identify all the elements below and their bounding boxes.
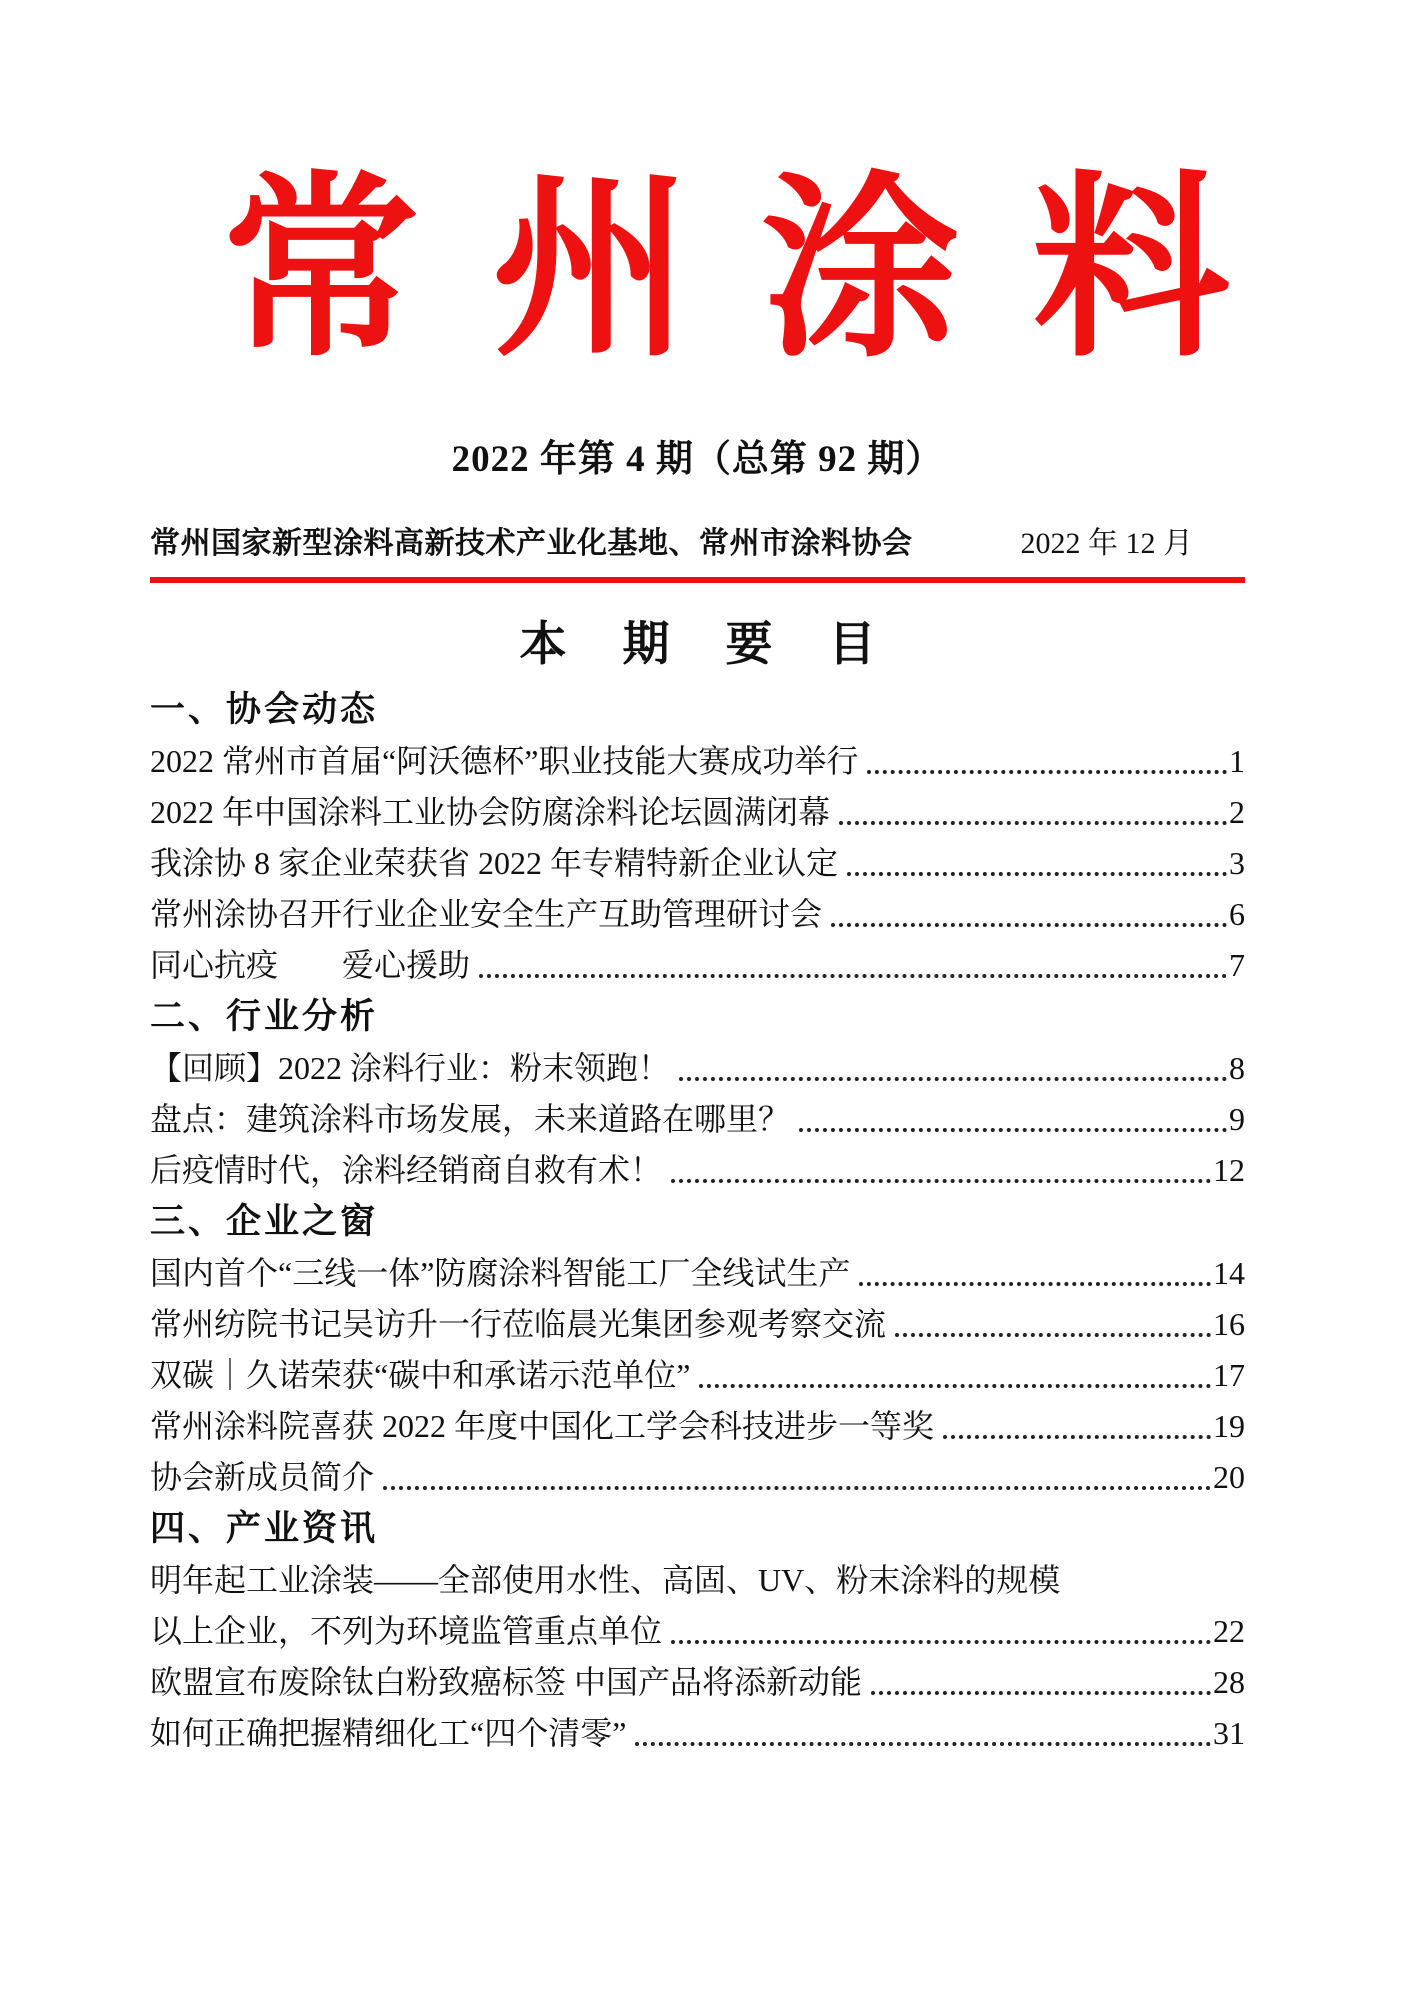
toc-entry bbox=[150, 1555, 1245, 1606]
toc-entry bbox=[150, 1145, 1245, 1196]
toc-page-number: 2 bbox=[1229, 793, 1245, 830]
table-of-contents bbox=[150, 684, 1245, 1759]
toc-entry-title: 常州涂协召开行业企业安全生产互助管理研讨会 bbox=[150, 895, 823, 932]
toc-page-number: 9 bbox=[1229, 1100, 1245, 1137]
toc-entry-title: 国内首个“三线一体”防腐涂料智能工厂全线试生产 bbox=[150, 1254, 851, 1291]
toc-page-number: 14 bbox=[1213, 1254, 1245, 1291]
dotted-leader bbox=[671, 1179, 1211, 1183]
dotted-leader bbox=[859, 1282, 1211, 1286]
dotted-leader bbox=[871, 1691, 1211, 1695]
toc-page-number: 3 bbox=[1229, 844, 1245, 881]
section-heading: 二、行业分析 bbox=[150, 996, 379, 1036]
toc-page-number: 6 bbox=[1229, 895, 1245, 932]
dotted-leader bbox=[943, 1435, 1211, 1439]
toc-entry bbox=[150, 1708, 1245, 1759]
toc-entry-title: 后疫情时代，涂料经销商自救有术！ bbox=[150, 1151, 663, 1188]
dotted-leader bbox=[479, 974, 1227, 978]
toc-entry-title: 【回顾】2022 涂料行业：粉末领跑！ bbox=[150, 1049, 671, 1086]
toc-entry-title: 我涂协 8 家企业荣获省 2022 年专精特新企业认定 bbox=[150, 844, 839, 881]
toc-entry bbox=[150, 940, 1245, 991]
dotted-leader bbox=[699, 1384, 1211, 1388]
issue-date: 2022 年 12 月 bbox=[1020, 526, 1193, 560]
toc-page-number: 20 bbox=[1213, 1458, 1245, 1495]
page-title: 常州涂料 bbox=[222, 161, 1302, 380]
toc-entry bbox=[150, 1606, 1245, 1657]
toc-page-number: 12 bbox=[1213, 1151, 1245, 1188]
dotted-leader bbox=[831, 923, 1227, 927]
toc-entry bbox=[150, 1094, 1245, 1145]
toc-entry bbox=[150, 1043, 1245, 1094]
toc-entry-title: 协会新成员简介 bbox=[150, 1458, 375, 1495]
publisher-name: 常州国家新型涂料高新技术产业化基地、常州市涂料协会 bbox=[150, 526, 913, 560]
toc-entry bbox=[150, 1401, 1245, 1452]
toc-page-number: 17 bbox=[1213, 1356, 1245, 1393]
toc-entry bbox=[150, 787, 1245, 838]
toc-entry bbox=[150, 1657, 1245, 1708]
toc-entry-title: 双碳｜久诺荣获“碳中和承诺示范单位” bbox=[150, 1356, 691, 1393]
publisher-row bbox=[150, 518, 1245, 562]
toc-entry-title: 同心抗疫 爱心援助 bbox=[150, 946, 471, 983]
toc-entry-title: 常州纺院书记吴访升一行莅临晨光集团参观考察交流 bbox=[150, 1305, 887, 1342]
toc-page-number: 22 bbox=[1213, 1612, 1245, 1649]
toc-entry bbox=[150, 889, 1245, 940]
toc-entry-title: 2022 年中国涂料工业协会防腐涂料论坛圆满闭幕 bbox=[150, 793, 831, 830]
toc-entry-title: 以上企业，不列为环境监管重点单位 bbox=[150, 1612, 663, 1649]
dotted-leader bbox=[635, 1742, 1211, 1746]
toc-entry bbox=[150, 1452, 1245, 1503]
toc-page-number: 7 bbox=[1229, 946, 1245, 983]
dotted-leader bbox=[867, 770, 1227, 774]
toc-entry-title: 明年起工业涂装——全部使用水性、高固、UV、粉末涂料的规模 bbox=[150, 1561, 1061, 1598]
toc-entry bbox=[150, 1248, 1245, 1299]
toc-entry bbox=[150, 736, 1245, 787]
toc-entry-title: 常州涂料院喜获 2022 年度中国化工学会科技进步一等奖 bbox=[150, 1407, 935, 1444]
toc-page-number: 19 bbox=[1213, 1407, 1245, 1444]
toc-entry-title: 盘点：建筑涂料市场发展，未来道路在哪里？ bbox=[150, 1100, 791, 1137]
toc-entry bbox=[150, 1299, 1245, 1350]
dotted-leader bbox=[895, 1333, 1211, 1337]
toc-page-number: 28 bbox=[1213, 1663, 1245, 1700]
dotted-leader bbox=[383, 1486, 1211, 1490]
toc-entry bbox=[150, 838, 1245, 889]
dotted-leader bbox=[679, 1077, 1227, 1081]
section-heading: 三、企业之窗 bbox=[150, 1201, 379, 1241]
toc-page-number: 8 bbox=[1229, 1049, 1245, 1086]
toc-entry-title: 2022 常州市首届“阿沃德杯”职业技能大赛成功举行 bbox=[150, 742, 859, 779]
dotted-leader bbox=[671, 1640, 1211, 1644]
toc-entry bbox=[150, 1350, 1245, 1401]
toc-page-number: 16 bbox=[1213, 1305, 1245, 1342]
dotted-leader bbox=[847, 872, 1227, 876]
issue-number-line: 2022 年第 4 期（总第 92 期） bbox=[451, 438, 944, 480]
dotted-leader bbox=[839, 821, 1227, 825]
section-heading: 四、产业资讯 bbox=[150, 1508, 379, 1548]
toc-entry-title: 如何正确把握精细化工“四个清零” bbox=[150, 1714, 627, 1751]
dotted-leader bbox=[799, 1128, 1227, 1132]
section-heading: 一、协会动态 bbox=[150, 689, 379, 729]
red-divider-rule bbox=[150, 577, 1245, 583]
toc-page-number: 1 bbox=[1229, 742, 1245, 779]
toc-page-number: 31 bbox=[1213, 1714, 1245, 1751]
toc-heading: 本期要目 bbox=[519, 616, 932, 670]
toc-entry-title: 欧盟宣布废除钛白粉致癌标签 中国产品将添新动能 bbox=[150, 1663, 863, 1700]
